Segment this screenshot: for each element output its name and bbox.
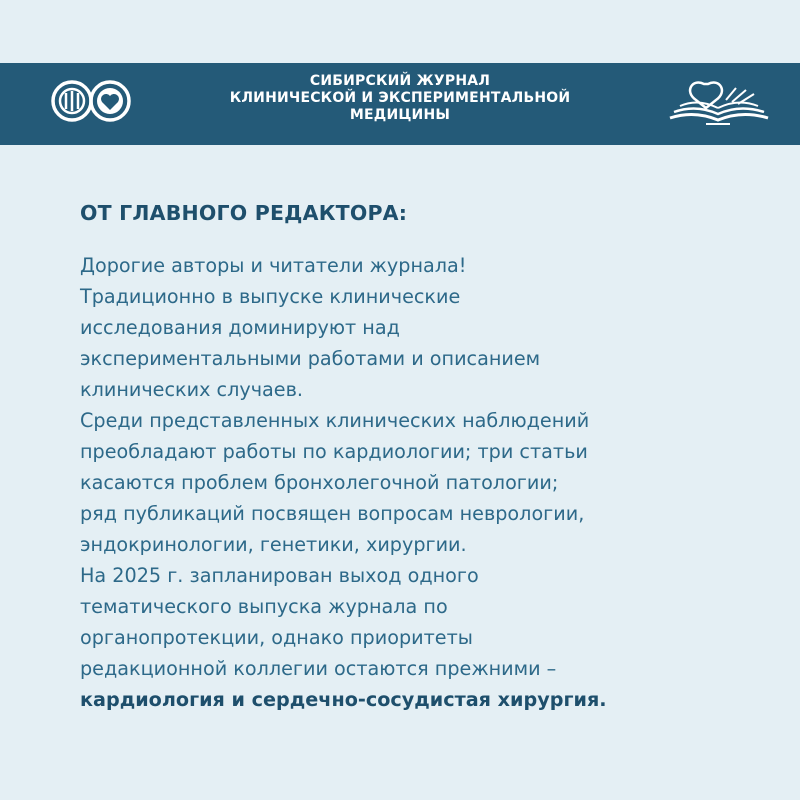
journal-title (220, 73, 580, 124)
article-line: редакционной коллегии остаются прежними – (80, 657, 557, 680)
article-line: клинических случаев. (80, 378, 304, 401)
journal-title-line: КЛИНИЧЕСКОЙ И ЭКСПЕРИМЕНТАЛЬНОЙ (229, 90, 571, 106)
journal-title-line: МЕДИЦИНЫ (349, 107, 451, 123)
open-book-heart-icon (666, 80, 772, 128)
article-line: Среди представленных клинических наблюдений (80, 409, 590, 432)
article-line: органопротекции, однако приоритеты (80, 626, 473, 649)
journal-title-line: СИБИРСКИЙ ЖУРНАЛ (309, 73, 491, 89)
article-line: исследования доминируют над (80, 316, 400, 339)
article-line: касаются проблем бронхолегочной патологии; (80, 471, 559, 494)
article-line: ряд публикаций посвящен вопросам неврологии, (80, 502, 585, 525)
article-line: Дорогие авторы и читатели журнала! (80, 254, 467, 277)
article-line: преобладают работы по кардиологии; три статьи (80, 440, 588, 463)
article-line: На 2025 г. запланирован выход одного (80, 564, 479, 587)
top-margin (0, 0, 800, 63)
page-title: ОТ ГЛАВНОГО РЕДАКТОРА: (80, 201, 408, 225)
article-emphasis-line: кардиология и сердечно-сосудистая хирургия. (80, 688, 607, 711)
article-body (80, 250, 760, 715)
article-line: эндокринологии, генетики, хирургии. (80, 533, 467, 556)
article-line: экспериментальными работами и описанием (80, 347, 541, 370)
journal-emblem-heart-icon (50, 77, 146, 125)
article-line: Традиционно в выпуске клинические (80, 285, 461, 308)
article-line: тематического выпуска журнала по (80, 595, 448, 618)
